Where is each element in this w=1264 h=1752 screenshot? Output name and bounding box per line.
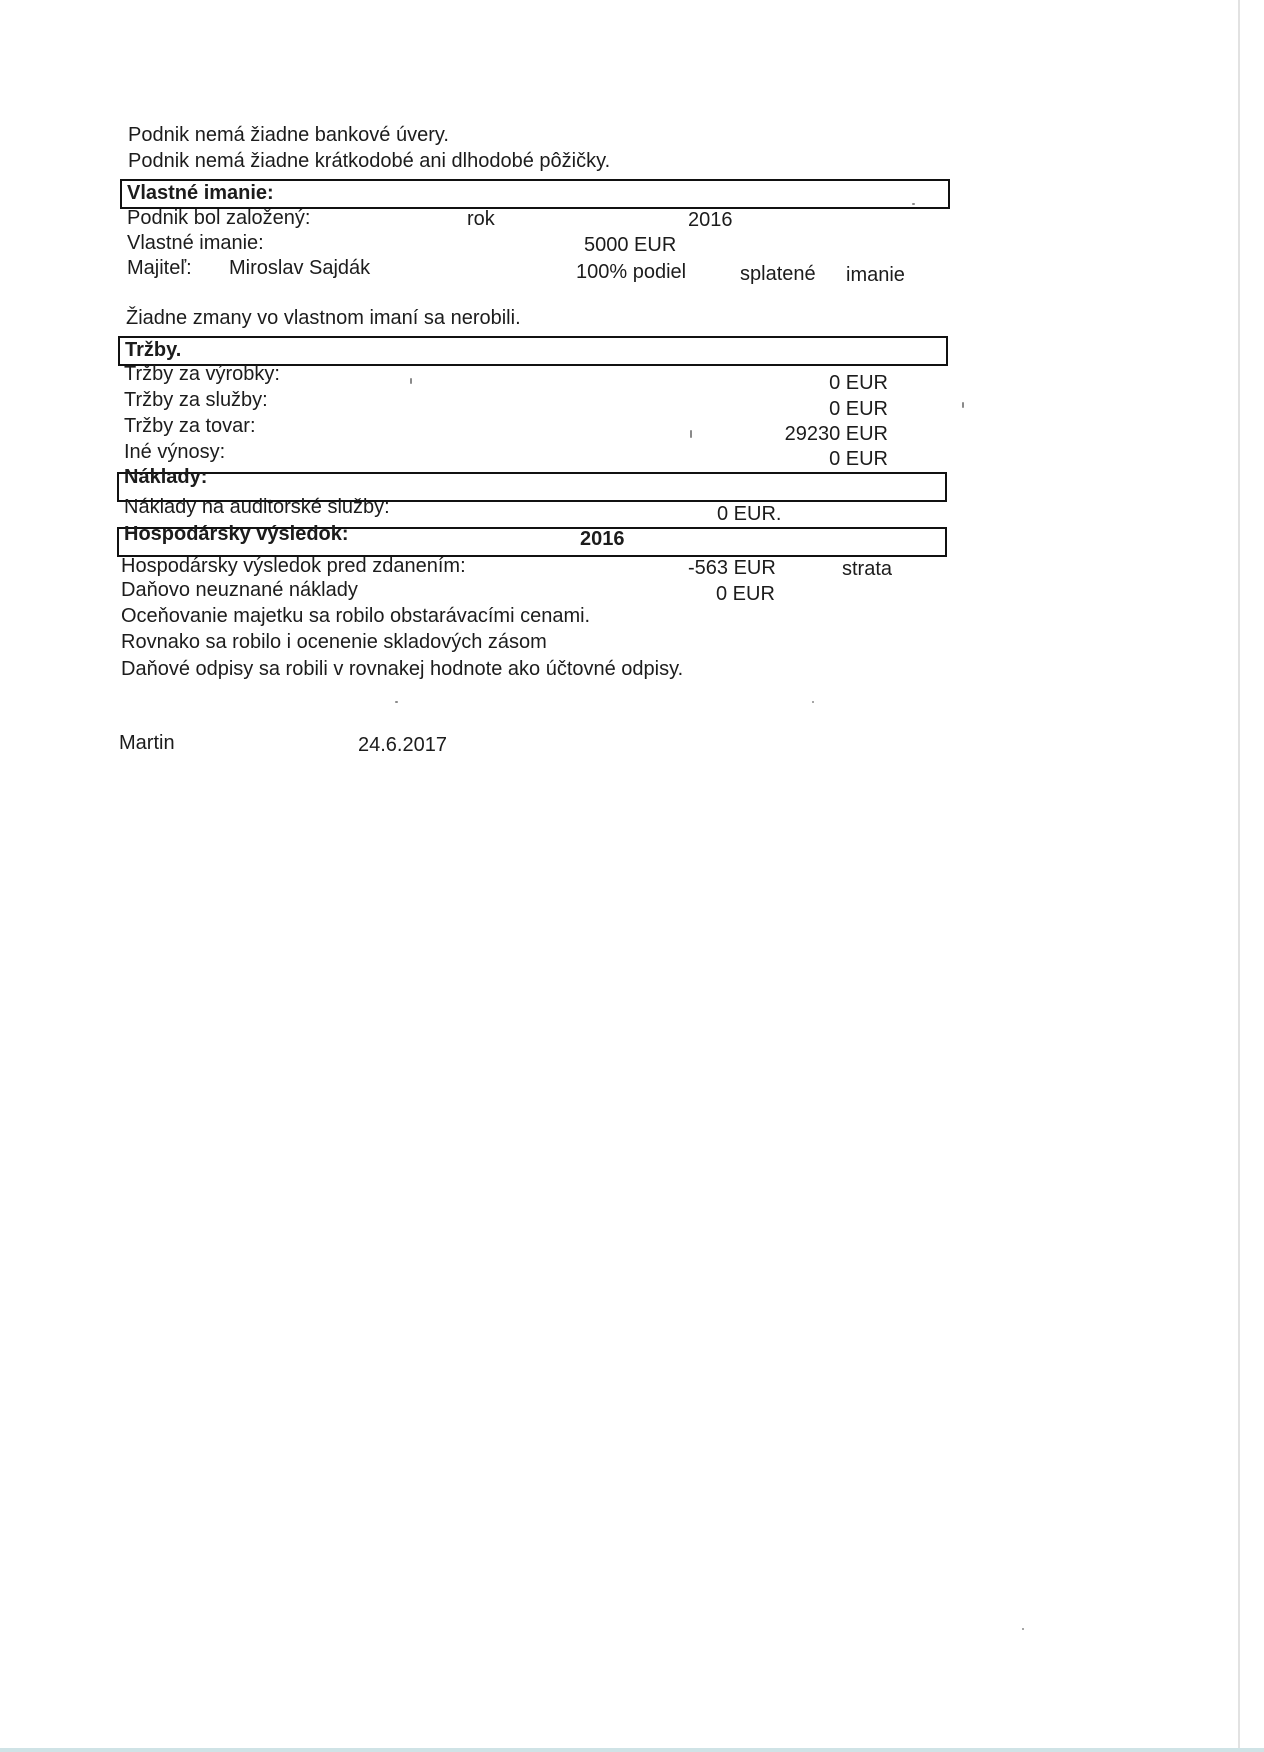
no-changes-note: Žiadne zmany vo vlastnom imaní sa nerobili. bbox=[126, 307, 521, 329]
scan-speck bbox=[1022, 1628, 1024, 1630]
revenue-label-other: Iné výnosy: bbox=[124, 441, 226, 463]
intro-line-2: Podnik nemá žiadne krátkodobé ani dlhodobé pôžičky. bbox=[128, 150, 611, 172]
year-label: rok bbox=[467, 208, 495, 230]
owner-label: Majiteľ: bbox=[127, 257, 192, 279]
scan-bottom-edge bbox=[0, 1748, 1264, 1752]
revenue-value-other: 0 EUR bbox=[829, 448, 888, 470]
equity-label: Vlastné imanie: bbox=[127, 232, 264, 254]
signature-place: Martin bbox=[119, 732, 175, 754]
scan-speck bbox=[962, 402, 964, 408]
owner-share: 100% podiel bbox=[576, 261, 687, 283]
owner-name: Miroslav Sajdák bbox=[229, 257, 371, 279]
paid-label: splatené bbox=[740, 263, 816, 285]
founded-label: Podnik bol založený: bbox=[127, 207, 311, 229]
revenue-label-goods: Tržby za tovar: bbox=[124, 415, 256, 437]
pretax-result-note: strata bbox=[842, 558, 893, 580]
founded-year: 2016 bbox=[688, 209, 733, 231]
revenue-value-goods: 29230 EUR bbox=[784, 423, 888, 445]
revenue-label-services: Tržby za služby: bbox=[124, 389, 268, 411]
revenue-header-box bbox=[118, 336, 948, 366]
nondeductible-label: Daňovo neuznané náklady bbox=[121, 579, 358, 601]
scan-speck bbox=[912, 203, 915, 205]
equity-value: 5000 EUR bbox=[584, 234, 677, 256]
nondeductible-value: 0 EUR bbox=[716, 583, 775, 605]
result-header: Hospodársky výsledok: bbox=[124, 523, 349, 545]
costs-header: Náklady: bbox=[124, 466, 208, 488]
scan-edge bbox=[1238, 0, 1240, 1752]
capital-label: imanie bbox=[846, 264, 905, 286]
revenue-value-products: 0 EUR bbox=[829, 372, 888, 394]
intro-line-1: Podnik nemá žiadne bankové úvery. bbox=[128, 124, 449, 146]
pretax-result-value: -563 EUR bbox=[688, 557, 776, 579]
scan-speck bbox=[690, 430, 692, 438]
scan-speck bbox=[812, 701, 814, 703]
result-year: 2016 bbox=[580, 528, 625, 550]
audit-cost-value: 0 EUR. bbox=[717, 503, 782, 525]
valuation-note: Oceňovanie majetku sa robilo obstarávacími cenami. bbox=[121, 605, 591, 627]
depreciation-note: Daňové odpisy sa robili v rovnakej hodnote ako účtovné odpisy. bbox=[121, 658, 684, 680]
inventory-note: Rovnako sa robilo i ocenenie skladových zásom bbox=[121, 631, 547, 653]
revenue-header: Tržby. bbox=[125, 339, 182, 361]
audit-cost-label: Náklady na auditorské služby: bbox=[124, 496, 390, 518]
scan-speck bbox=[410, 378, 412, 384]
scan-speck bbox=[395, 701, 398, 703]
revenue-label-products: Tržby za výrobky: bbox=[124, 363, 280, 385]
pretax-result-label: Hospodársky výsledok pred zdanením: bbox=[121, 555, 466, 577]
signature-date: 24.6.2017 bbox=[358, 734, 447, 756]
equity-header: Vlastné imanie: bbox=[127, 182, 274, 204]
revenue-value-services: 0 EUR bbox=[829, 398, 888, 420]
